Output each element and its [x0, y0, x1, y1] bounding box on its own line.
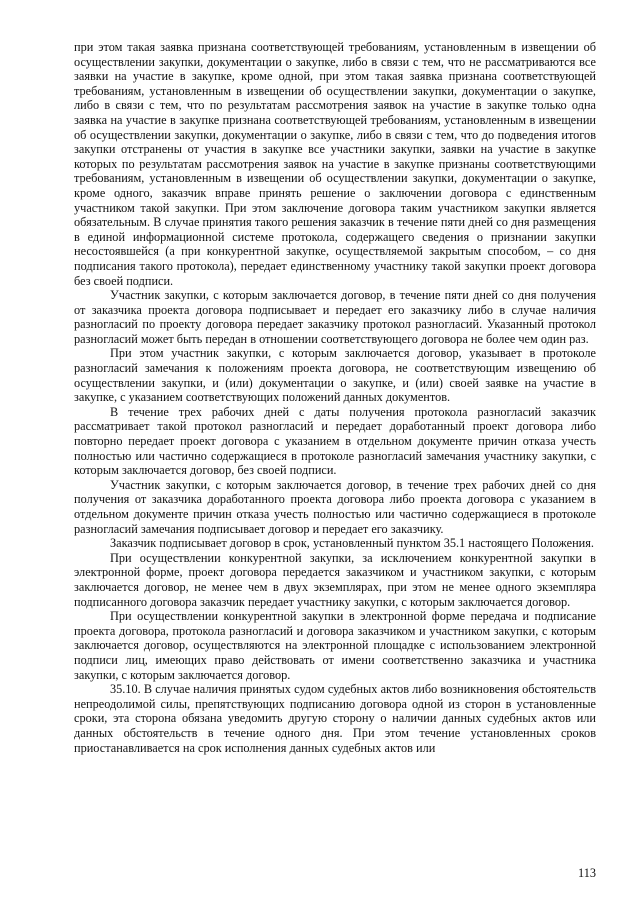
paragraph-electronic-procurement: При осуществлении конкурентной закупки в электронной форме передача и подписание проекта договора, протокола разногласий и договора заказчиком и участником закупки, с которым заключается договор, осуществляются на электронной площадке с использованием электронной подписи лиц, имеющих право действовать от имени соответственно заказчика и участника закупки, с которым заключается договор.: [74, 609, 596, 682]
page-number: 113: [578, 866, 596, 880]
paragraph-continuation: при этом такая заявка признана соответствующей требованиям, установленным в извещении об осуществлении закупки, документации о закупке, либо в связи с тем, что не рассматриваются все заявки на участие в закупке, кроме одной, при этом такая заявка признана соответствующей требованиям, установленным в извещении об осуществлении закупки, документации о закупке, либо в связи с тем, что по результатам рассмотрения заявок на участие в закупке только одна заявка на участие в закупке признана соответствующей требованиям, установленным в извещении об осуществлении закупки, документации о закупке, либо в связи с тем, что до подведения итогов закупки отстранены от участия в закупке все участники закупки, заявки на участие в закупке которых по результатам рассмотрения заявок на участие в закупке признаны соответствующими требованиям, установленным в извещении об осуществлении закупки, документации о закупке, кроме одного, заказчик вправе принять решение о заключении договора с единственным участником такой закупки. При этом заключение договора таким участником закупки является обязательным. В случае принятия такого решения заказчик в течение пяти дней со дня размещения в единой информационной системе протокола, содержащего сведения о признании закупки несостоявшейся (а при конкурентной закупке, осуществляемой закрытым способом, – со дня подписания такого протокола), передает единственному участнику такой закупки проект договора без своей подписи.: [74, 40, 596, 288]
document-page: [74, 40, 596, 860]
paragraph-participant-final-signing: Участник закупки, с которым заключается договор, в течение трех рабочих дней со дня получения от заказчика доработанного проекта договора либо проекта договора с указанием в отдельном документе причин отказа учесть полностью или частично содержащиеся в протоколе разногласий замечания подписывает договор и передает его заказчику.: [74, 477, 596, 536]
paragraph-customer-review: В течение трех рабочих дней с даты получения протокола разногласий заказчик рассматривает такой протокол разногласий и передает доработанный проект договора либо повторно передает проект договора с указанием в отдельном документе причин отказа учесть полностью или частично содержащиеся в протоколе разногласий замечания участнику закупки, с которым заключается договор, без своей подписи.: [74, 404, 596, 478]
paragraph-disagreement-remarks: При этом участник закупки, с которым заключается договор, указывает в протоколе разногласий замечания к положениям проекта договора, не соответствующим извещению об осуществлении закупки, и (или) документации о закупке, и (или) своей заявке на участие в закупке, с указанием соответствующих положений данных документов.: [74, 346, 596, 405]
paragraph-section-35-10: 35.10. В случае наличия принятых судом судебных актов либо возникновения обстоятельств непреодолимой силы, препятствующих подписанию договора одной из сторон в установленные сроки, эта сторона обязана уведомить другую сторону о наличии данных судебных актов или данных обстоятельств в течение одного дня. При этом течение установленных сроков приостанавливается на срок исполнения данных судебных актов или: [74, 682, 596, 755]
paragraph-paper-procurement: При осуществлении конкурентной закупки, за исключением конкурентной закупки в электронной форме, проект договора передается заказчиком и участником закупки, с которым заключается договор, не менее чем в двух экземплярах, при этом не менее одного экземпляра подписанного договора заказчик передает участнику закупки, с которым заключается договор.: [74, 550, 596, 609]
paragraph-participant-signing: Участник закупки, с которым заключается договор, в течение пяти дней со дня получения от заказчика проекта договора подписывает и передает его заказчику либо в случае наличия разногласий по проекту договора передает заказчику протокол разногласий. Указанный протокол разногласий может быть передан в отношении соответствующего договора не более чем один раз.: [74, 288, 596, 346]
paragraph-customer-signing: Заказчик подписывает договор в срок, установленный пунктом 35.1 настоящего Положения.: [110, 536, 594, 551]
